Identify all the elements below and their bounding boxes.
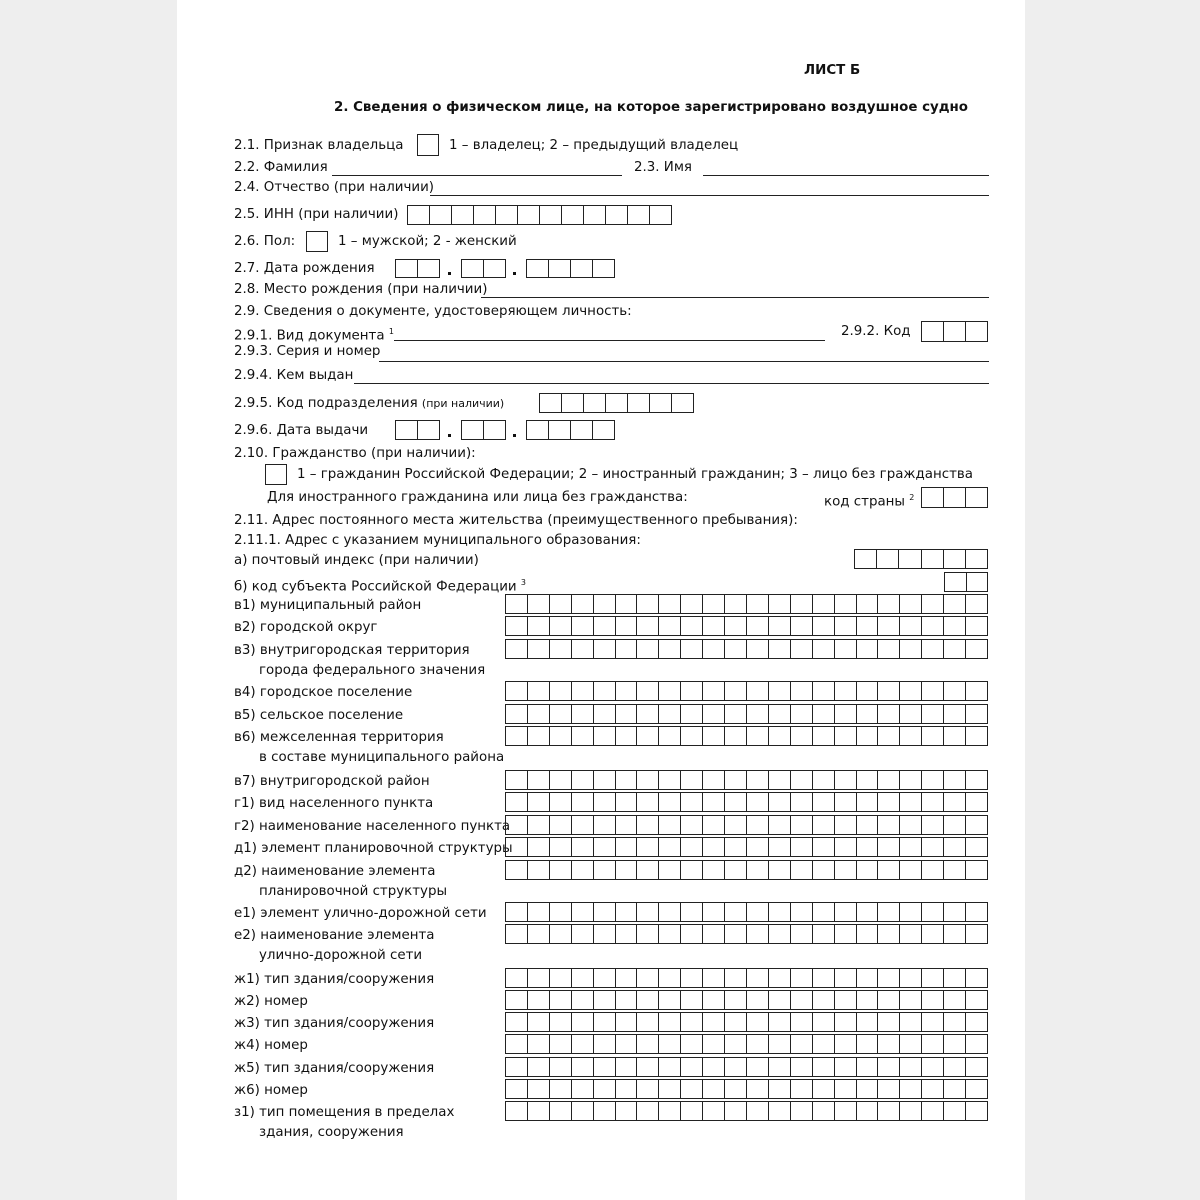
postcode-label: а) почтовый индекс (при наличии) xyxy=(234,553,479,568)
address-row-label-cont: улично-дорожной сети xyxy=(259,948,423,963)
address-header: 2.11. Адрес постоянного места жительства (преимущественного пребывания): xyxy=(234,513,798,528)
doc-year-cells[interactable] xyxy=(526,420,615,440)
form-page xyxy=(177,0,1025,1200)
address-row-cells[interactable] xyxy=(505,594,988,614)
address-row-label: ж1) тип здания/сооружения xyxy=(234,972,435,987)
address-row-label: ж3) тип здания/сооружения xyxy=(234,1016,435,1031)
address-row-cells[interactable] xyxy=(505,616,988,636)
region-code-cells[interactable] xyxy=(944,572,988,592)
address-row-label: в6) межселенная территория xyxy=(234,730,444,745)
birth-day-cells[interactable] xyxy=(395,259,440,278)
address-row-cells[interactable] xyxy=(505,681,988,701)
sex-label: 2.6. Пол: xyxy=(234,234,296,249)
address-row-cells[interactable] xyxy=(505,815,988,835)
doc-date-label: 2.9.6. Дата выдачи xyxy=(234,423,369,438)
owner-sign-label: 2.1. Признак владельца xyxy=(234,138,404,153)
address-row-label: е2) наименование элемента xyxy=(234,928,435,943)
address-row-label: ж4) номер xyxy=(234,1038,308,1053)
address-row-label: д2) наименование элемента xyxy=(234,864,436,879)
address-row-label: в1) муниципальный район xyxy=(234,598,422,613)
address-row-label: ж6) номер xyxy=(234,1083,308,1098)
address-row-label: в4) городское поселение xyxy=(234,685,413,700)
address-row-cells[interactable] xyxy=(505,792,988,812)
address-row-label-cont: планировочной структуры xyxy=(259,884,448,899)
doc-issuer-label: 2.9.4. Кем выдан xyxy=(234,368,354,383)
inn-label: 2.5. ИНН (при наличии) xyxy=(234,207,399,222)
doc-issuer-field[interactable] xyxy=(354,383,989,384)
region-code-label: б) код субъекта Российской Федерации $^3$ xyxy=(234,578,526,595)
address-row-cells[interactable] xyxy=(505,837,988,857)
birth-place-label: 2.8. Место рождения (при наличии) xyxy=(234,282,488,297)
address-row-label: ж5) тип здания/сооружения xyxy=(234,1061,435,1076)
doc-header: 2.9. Сведения о документе, удостоверяющем личность: xyxy=(234,304,632,319)
address-row-label: в5) сельское поселение xyxy=(234,708,404,723)
citizenship-box[interactable] xyxy=(265,464,287,485)
doc-day-cells[interactable] xyxy=(395,420,440,440)
doc-code-cells[interactable] xyxy=(921,321,988,342)
address-row-cells[interactable] xyxy=(505,704,988,724)
address-row-cells[interactable] xyxy=(505,1079,988,1099)
inn-cells[interactable] xyxy=(407,205,672,225)
country-code-label: код страны $^2$ xyxy=(824,493,915,510)
address-row-label: ж2) номер xyxy=(234,994,308,1009)
surname-label: 2.2. Фамилия xyxy=(234,160,328,175)
address-row-label-cont: города федерального значения xyxy=(259,663,486,678)
citizenship-options: 1 – гражданин Российской Федерации; 2 – иностранный гражданин; 3 – лицо без гражданства xyxy=(297,467,973,482)
address-row-label: з1) тип помещения в пределах xyxy=(234,1105,455,1120)
birth-date-label: 2.7. Дата рождения xyxy=(234,261,375,276)
address-row-cells[interactable] xyxy=(505,860,988,880)
address-row-label: в7) внутригородской район xyxy=(234,774,430,789)
doc-type-field[interactable] xyxy=(394,340,825,341)
doc-division-cells[interactable] xyxy=(539,393,694,413)
doc-code-label: 2.9.2. Код xyxy=(841,324,911,339)
address-row-label: е1) элемент улично-дорожной сети xyxy=(234,906,487,921)
name-label: 2.3. Имя xyxy=(634,160,692,175)
citizenship-label: 2.10. Гражданство (при наличии): xyxy=(234,446,476,461)
address-row-cells[interactable] xyxy=(505,1034,988,1054)
surname-field[interactable] xyxy=(332,175,622,176)
address-row-label: в3) внутригородская территория xyxy=(234,643,470,658)
birth-month-cells[interactable] xyxy=(461,259,506,278)
foreign-note: Для иностранного гражданина или лица без гражданства: xyxy=(267,490,688,505)
address-row-cells[interactable] xyxy=(505,1101,988,1121)
address-row-cells[interactable] xyxy=(505,770,988,790)
patronymic-field[interactable] xyxy=(430,195,989,196)
address-row-cells[interactable] xyxy=(505,924,988,944)
doc-month-cells[interactable] xyxy=(461,420,506,440)
sheet-title: 2. Сведения о физическом лице, на которое зарегистрировано воздушное судно xyxy=(334,100,968,115)
sex-box[interactable] xyxy=(306,231,328,252)
country-code-cells[interactable] xyxy=(921,487,988,508)
address-sub: 2.11.1. Адрес с указанием муниципального образования: xyxy=(234,533,641,548)
sheet-label: ЛИСТ Б xyxy=(804,63,861,78)
owner-sign-hint: 1 – владелец; 2 – предыдущий владелец xyxy=(449,138,739,153)
address-row-label: д1) элемент планировочной структуры xyxy=(234,841,513,856)
address-row-label-cont: здания, сооружения xyxy=(259,1125,404,1140)
address-row-cells[interactable] xyxy=(505,1057,988,1077)
sex-hint: 1 – мужской; 2 - женский xyxy=(338,234,517,249)
patronymic-label: 2.4. Отчество (при наличии) xyxy=(234,180,435,195)
name-field[interactable] xyxy=(703,175,989,176)
owner-sign-box[interactable] xyxy=(417,134,439,156)
address-row-label: г1) вид населенного пункта xyxy=(234,796,434,811)
address-row-label-cont: в составе муниципального района xyxy=(259,750,505,765)
doc-series-field[interactable] xyxy=(379,361,989,362)
doc-type-label: 2.9.1. Вид документа $^1$ xyxy=(234,327,394,344)
postcode-cells[interactable] xyxy=(854,549,988,569)
address-row-label: в2) городской округ xyxy=(234,620,378,635)
address-row-cells[interactable] xyxy=(505,902,988,922)
address-row-cells[interactable] xyxy=(505,639,988,659)
address-row-cells[interactable] xyxy=(505,1012,988,1032)
doc-division-label: 2.9.5. Код подразделения (при наличии) xyxy=(234,396,505,411)
address-row-cells[interactable] xyxy=(505,726,988,746)
address-row-label: г2) наименование населенного пункта xyxy=(234,819,511,834)
birth-place-field[interactable] xyxy=(481,297,989,298)
doc-series-label: 2.9.3. Серия и номер xyxy=(234,344,381,359)
address-row-cells[interactable] xyxy=(505,990,988,1010)
address-row-cells[interactable] xyxy=(505,968,988,988)
birth-year-cells[interactable] xyxy=(526,259,615,278)
